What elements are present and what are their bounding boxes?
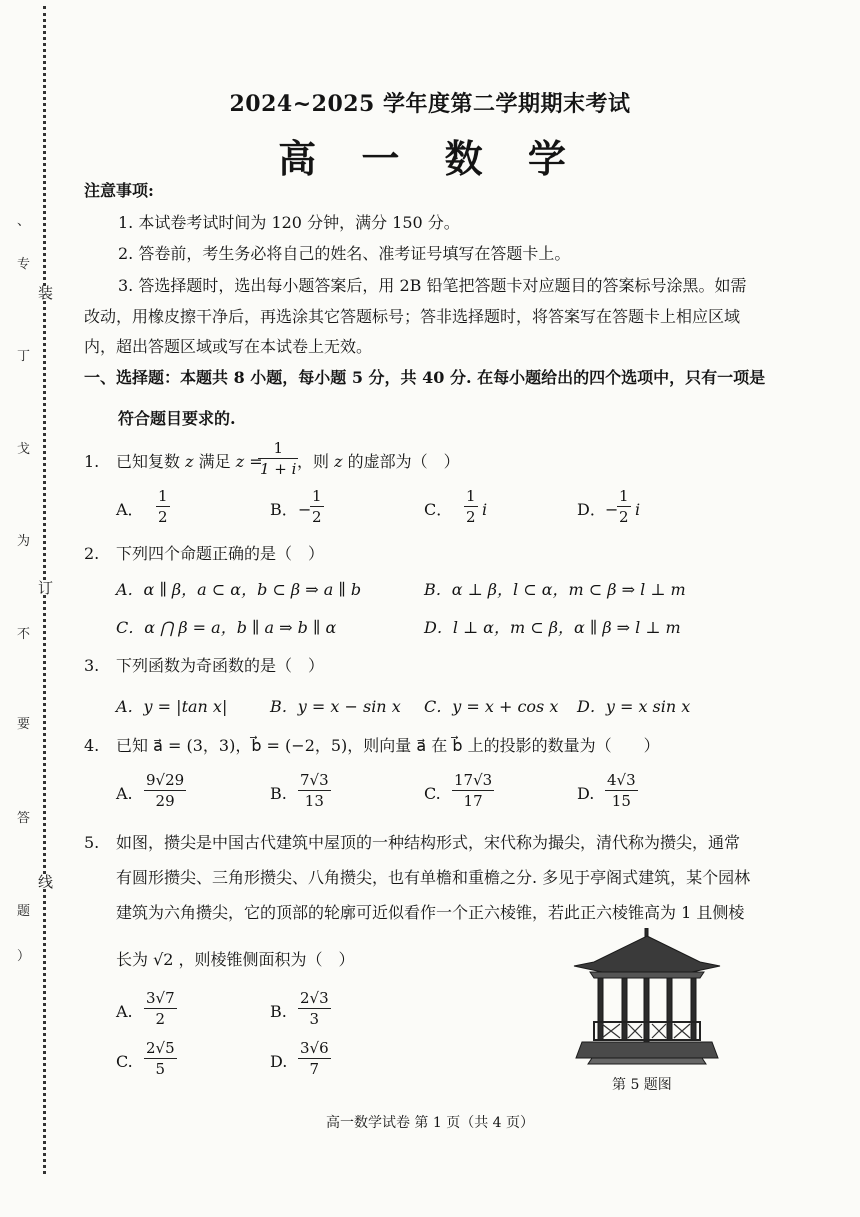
option-label: A． [116, 500, 144, 519]
notes-heading: 注意事项: [84, 181, 154, 200]
question-text-line-1: 如图，攒尖是中国古代建筑中屋顶的一种结构形式，宋代称为撮尖，清代称为攒尖，通常 [116, 833, 741, 852]
option-fraction: 1 2 [466, 487, 476, 526]
option-b: B．y = x − sin x [270, 697, 401, 716]
binding-margin-char: 订 [38, 579, 54, 597]
section-heading-cont: 符合题目要求的. [118, 409, 236, 428]
binding-margin-char: 为 [17, 534, 31, 549]
option-label: A. [116, 784, 133, 803]
binding-margin-char: 答 [17, 811, 31, 826]
binding-margin-char: 不 [17, 627, 31, 642]
option-label: A. [116, 1002, 133, 1021]
option-fraction: 1 2 [312, 487, 322, 526]
question-number: 1. [84, 452, 100, 471]
option-fraction: 1 2 [158, 487, 168, 526]
option-label: D. [270, 1052, 288, 1071]
option-label: C． [424, 500, 453, 519]
option-d: D．y = x sin x [577, 697, 691, 716]
pavilion-figure [572, 928, 722, 1066]
question-text: 下列四个命题正确的是（ ） [116, 544, 325, 563]
option-fraction: 4√3 15 [607, 771, 636, 810]
binding-margin-char: 线 [38, 873, 54, 891]
question-number: 4. [84, 736, 100, 755]
notes-item-2: 2. 答卷前，考生务必将自己的姓名、准考证号填写在答题卡上。 [118, 244, 571, 263]
binding-margin-char: 专 [17, 257, 31, 272]
binding-margin-char: 装 [38, 284, 54, 302]
binding-margin-char: 丁 [17, 349, 31, 364]
notes-item-3-cont: 改动，用橡皮擦干净后，再选涂其它答题标号；答非选择题时，将答案写在答题卡上相应区域 [84, 307, 741, 326]
option-a: A．y = |tan x| [116, 697, 228, 716]
notes-item-3-end: 内，超出答题区域或写在本试卷上无效。 [84, 337, 373, 356]
page-footer: 高一数学试卷 第 1 页（共 4 页） [325, 1115, 535, 1131]
question-text-end: ，则 z 的虚部为（ ） [297, 452, 460, 471]
notes-item-3: 3. 答选择题时，选出每小题答案后，用 2B 铅笔把答题卡对应题目的答案标号涂黑。如需 [118, 276, 747, 295]
option-fraction: 17√3 17 [454, 771, 493, 810]
option-c: C．α ⋂ β = a，b ∥ a ⇒ b ∥ α [116, 618, 337, 637]
option-suffix: i [482, 500, 488, 519]
question-text: 已知 a⃗ = (3，3)，b⃗ = (−2，5)，则向量 a⃗ 在 b⃗ 上的投影的数量为（ ） [116, 736, 660, 755]
exam-title: 2024~2025 学年度第二学期期末考试 [229, 91, 631, 117]
option-label: B. [270, 784, 287, 803]
question-text-line-4: 长为 √2 ，则棱锥侧面积为（ ） [116, 950, 355, 969]
binding-margin-char: 、 [17, 214, 31, 229]
option-b: B．α ⊥ β，l ⊂ α，m ⊂ β ⇒ l ⊥ m [424, 580, 686, 599]
option-fraction: 3√7 2 [146, 989, 175, 1028]
option-suffix: i [635, 500, 641, 519]
option-sign: − [298, 500, 312, 519]
binding-margin-char: 要 [17, 717, 31, 732]
binding-margin-char: 戈 [17, 442, 31, 457]
option-label: C. [116, 1052, 133, 1071]
binding-margin-char: 题 [17, 904, 31, 919]
option-label: D． [577, 500, 606, 519]
option-label: D. [577, 784, 595, 803]
exam-subject: 高 一 数 学 [278, 136, 582, 181]
question-text-line-2: 有圆形攒尖、三角形攒尖、八角攒尖，也有单檐和重檐之分. 多见于亭阁式建筑，某个园林 [116, 868, 751, 887]
section-heading: 一、选择题：本题共 8 小题，每小题 5 分，共 40 分. 在每小题给出的四个选项中，只有一项是 [84, 368, 766, 387]
question-text: 下列函数为奇函数的是（ ） [116, 656, 325, 675]
option-d: D．l ⊥ α，m ⊂ β，α ∥ β ⇒ l ⊥ m [424, 618, 681, 637]
notes-item-1: 1. 本试卷考试时间为 120 分钟，满分 150 分。 [118, 213, 460, 232]
option-fraction: 2√3 3 [300, 989, 329, 1028]
question-number: 5. [84, 833, 100, 852]
option-fraction: 3√6 7 [300, 1039, 329, 1078]
option-label: B. [270, 1002, 287, 1021]
question-number: 3. [84, 656, 100, 675]
option-fraction: 9√29 29 [146, 771, 185, 810]
option-a: A．α ∥ β，a ⊂ α，b ⊂ β ⇒ a ∥ b [116, 580, 362, 599]
option-fraction: 1 2 [619, 487, 629, 526]
option-c: C．y = x + cos x [424, 697, 559, 716]
question-text-line-3: 建筑为六角攒尖，它的顶部的轮廓可近似看作一个正六棱锥，若此正六棱锥高为 1 且侧棱 [116, 903, 745, 922]
question-text: 已知复数 z 满足 z = [116, 452, 263, 471]
option-sign: − [605, 500, 619, 519]
equation-fraction: 1 1 + i [260, 439, 297, 478]
figure-caption: 第 5 题图 [612, 1077, 672, 1093]
option-fraction: 7√3 13 [300, 771, 329, 810]
binding-margin-char: ） [17, 949, 31, 964]
option-label: B． [270, 500, 298, 519]
option-fraction: 2√5 5 [146, 1039, 175, 1078]
question-number: 2. [84, 544, 100, 563]
option-label: C. [424, 784, 441, 803]
